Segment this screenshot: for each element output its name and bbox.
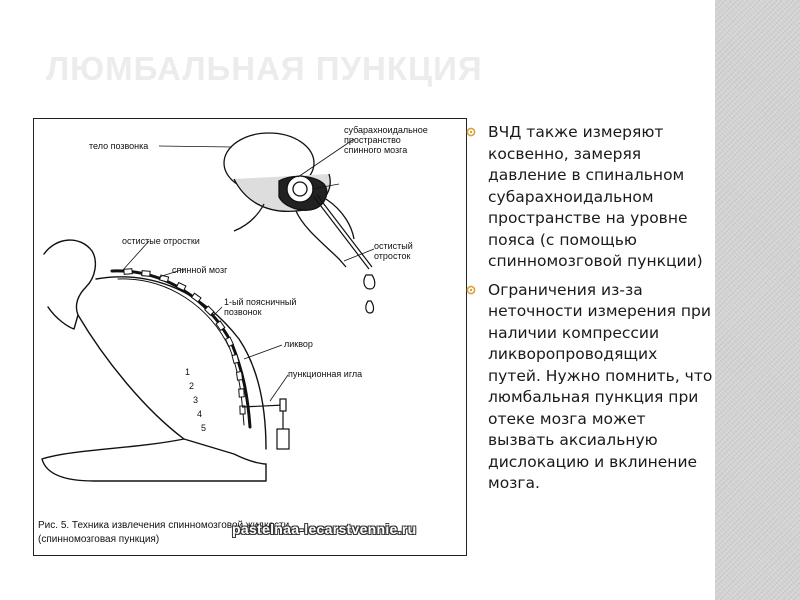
label-subarachnoid-space: субарахноидальное пространство спинного мозга <box>344 125 428 155</box>
vertebra-number: 3 <box>193 395 199 405</box>
lumbar-puncture-figure <box>33 118 467 556</box>
bullet-item <box>466 280 796 495</box>
bullet-text: Ограничения из-за неточности измерения при наличии компрессии ликворопроводящих путей. Нужно помнить, что люмбальная пункция при отеке мозга может вызвать аксиальную дислокацию и вклинение мозга. <box>488 280 713 492</box>
bullet-item <box>466 122 796 273</box>
label-spinous-process: остистый отросток <box>374 241 413 261</box>
illustration-drawing <box>34 119 468 557</box>
head-outline <box>44 240 95 329</box>
vertebra-number: 4 <box>197 409 203 419</box>
bullet-text: ВЧД также измеряют косвенно, замеряя давление в спинальном субарахноидальном пространстве на уровне пояса (с помощью спинномозговой пункции) <box>488 123 703 270</box>
vertebra-number: 2 <box>189 381 195 391</box>
label-first-lumbar: 1-ый поясничный позвонок <box>224 297 297 317</box>
label-spinal-cord: спинной мозг <box>172 265 228 275</box>
bullet-marker-icon <box>466 127 476 137</box>
label-spinous-processes: остистые отростки <box>122 236 200 246</box>
figure-caption: Рис. 5. Техника извлечения спинномозговой жидкости (спинномозговая пункция) <box>38 520 290 545</box>
vertebra-number: 1 <box>185 367 191 377</box>
label-vertebra-body: тело позвонка <box>89 141 149 151</box>
slide-title: ЛЮМБАЛЬНАЯ ПУНКЦИЯ <box>46 50 483 87</box>
label-puncture-needle: пункционная игла <box>288 369 363 379</box>
bullet-marker-icon <box>466 285 476 295</box>
leg-outline <box>42 439 266 481</box>
label-csf: ликвор <box>284 339 313 349</box>
watermark-text: pastelnaa-lecarstvennie.ru <box>232 521 417 537</box>
vertebra-cross-section <box>224 133 354 267</box>
bullet-list <box>466 122 796 502</box>
collection-tube <box>277 429 289 449</box>
vertebra-number: 5 <box>201 423 207 433</box>
